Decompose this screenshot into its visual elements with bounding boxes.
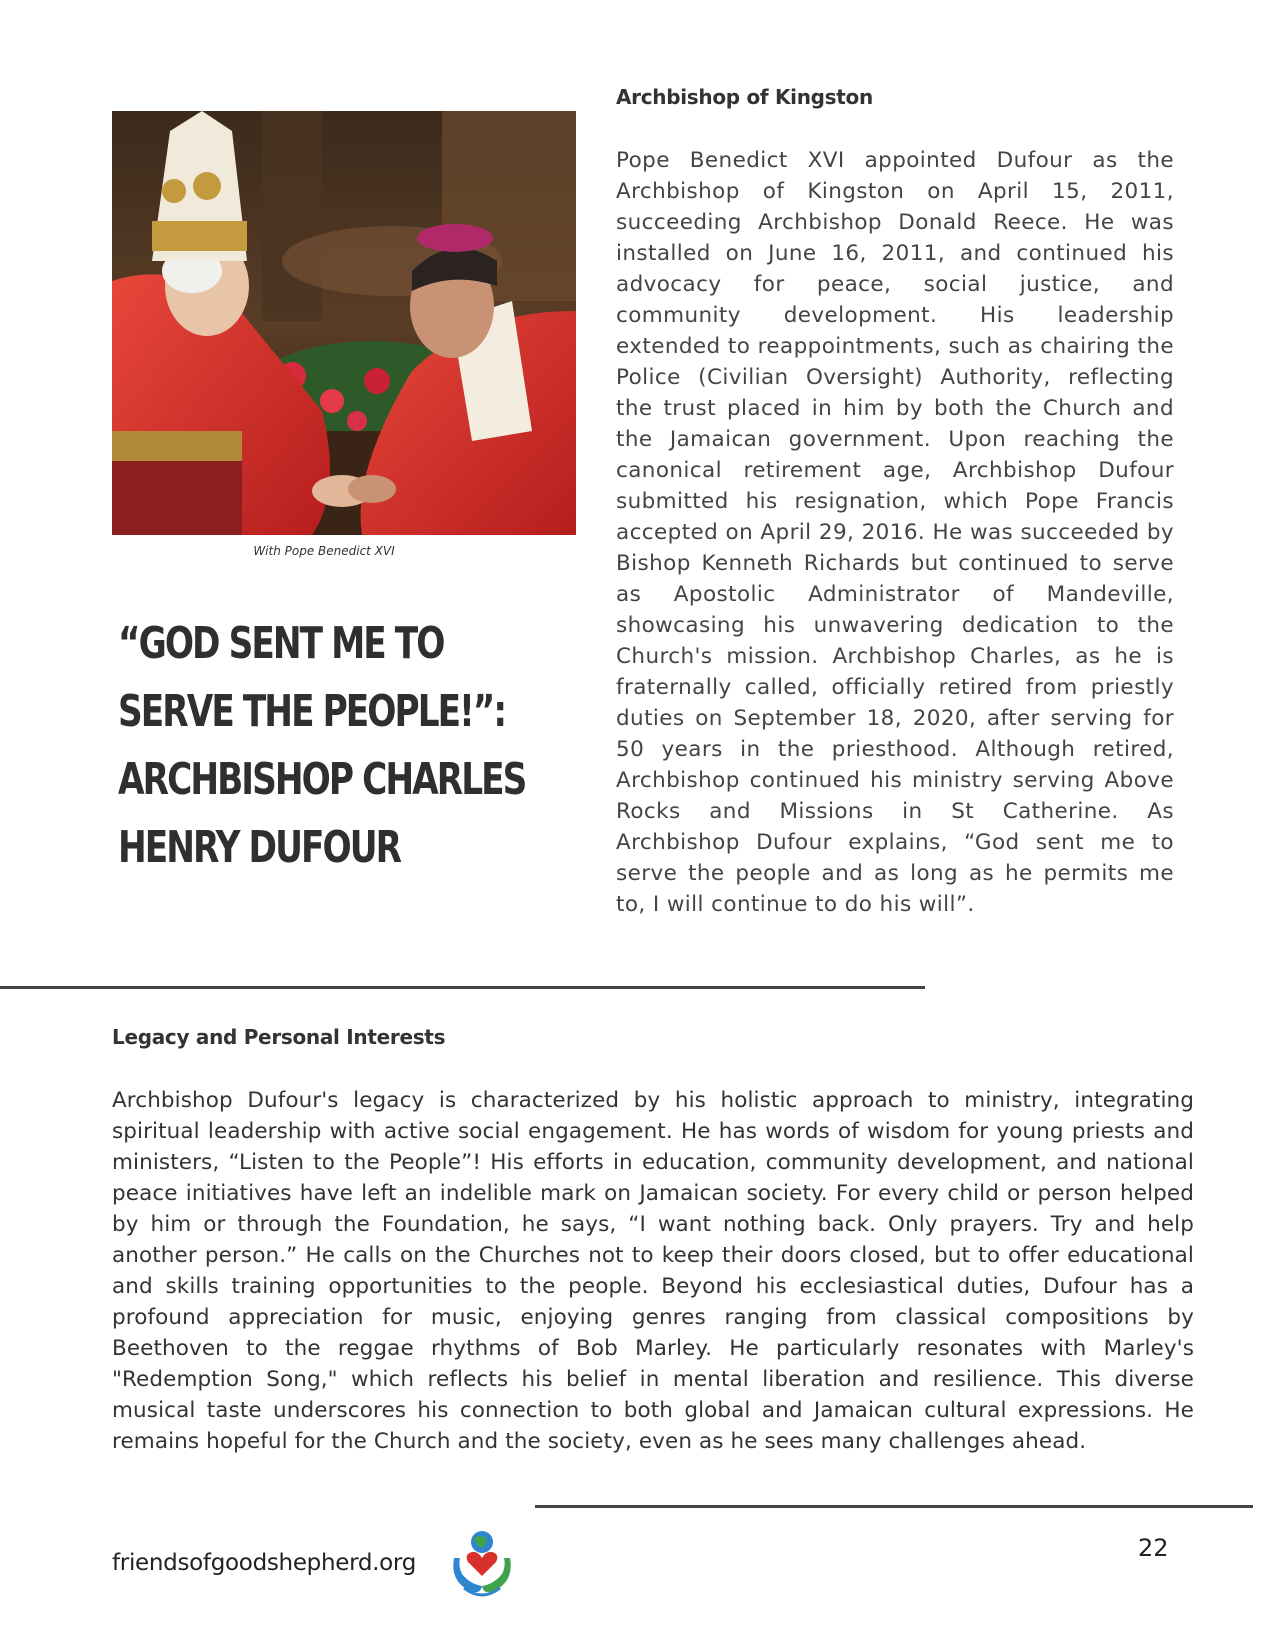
page-number: 22 [1138, 1534, 1169, 1562]
divider-rule [0, 986, 925, 989]
section-heading-kingston: Archbishop of Kingston [616, 85, 873, 109]
section-body-legacy: Archbishop Dufour's legacy is characterized by his holistic approach to ministry, integrating spiritual leadership with active social engagement. He has words of wisdom for young priests and ministers, “Listen to the People”! His efforts in education, community development, and national peace initiatives have left an indelible mark on Jamaican society. For every child or person helped by him or through the Foundation, he says, “I want nothing back. Only prayers. Try and help another person.” He calls on the Churches not to keep their doors closed, but to offer educational and skills training opportunities to the people. Beyond his ecclesiastical duties, Dufour has a profound appreciation for music, enjoying genres ranging from classical compositions by Beethoven to the reggae rhythms of Bob Marley. He particularly resonates with Marley's "Redemption Song," which reflects his belief in mental liberation and resilience. This diverse musical taste underscores his connection to both global and Jamaican cultural expressions. He remains hopeful for the Church and the society, even as he sees many challenges ahead. [112, 1088, 1194, 1454]
article-headline: “GOD SENT ME TO SERVE THE PEOPLE!”: ARCHBISHOP CHARLES HENRY DUFOUR [118, 618, 526, 873]
section-body-kingston: Pope Benedict XVI appointed Dufour as the Archbishop of Kingston on April 15, 2011, succeeding Archbishop Donald Reece. He was installed on June 16, 2011, and continued his advocacy for peace, social justice, and community development. His leadership extended to reappointments, such as chairing the Police (Civilian Oversight) Authority, reflecting the trust placed in him by both the Church and the Jamaican government. Upon reaching the canonical retirement age, Archbishop Dufour submitted his resignation, which Pope Francis accepted on April 29, 2016. He was succeeded by Bishop Kenneth Richards but continued to serve as Apostolic Administrator of Mandeville, showcasing his unwavering dedication to the Church's mission. Archbishop Charles, as he is fraternally called, officially retired from priestly duties on September 18, 2020, after serving for 50 years in the priesthood. Although retired, Archbishop continued his ministry serving Above Rocks and Missions in St Catherine. As Archbishop Dufour explains, “God sent me to serve the people and as long as he permits me to, I will continue to do his will”. [616, 148, 1174, 917]
section-heading-legacy: Legacy and Personal Interests [112, 1025, 446, 1049]
footer-divider-rule [535, 1505, 1253, 1508]
good-shepherd-logo-icon [446, 1528, 518, 1604]
photo-caption: With Pope Benedict XVI [253, 544, 395, 558]
photo-illustration [112, 111, 576, 535]
pope-benedict-photo [112, 111, 576, 535]
footer-website: friendsofgoodshepherd.org [112, 1550, 416, 1576]
